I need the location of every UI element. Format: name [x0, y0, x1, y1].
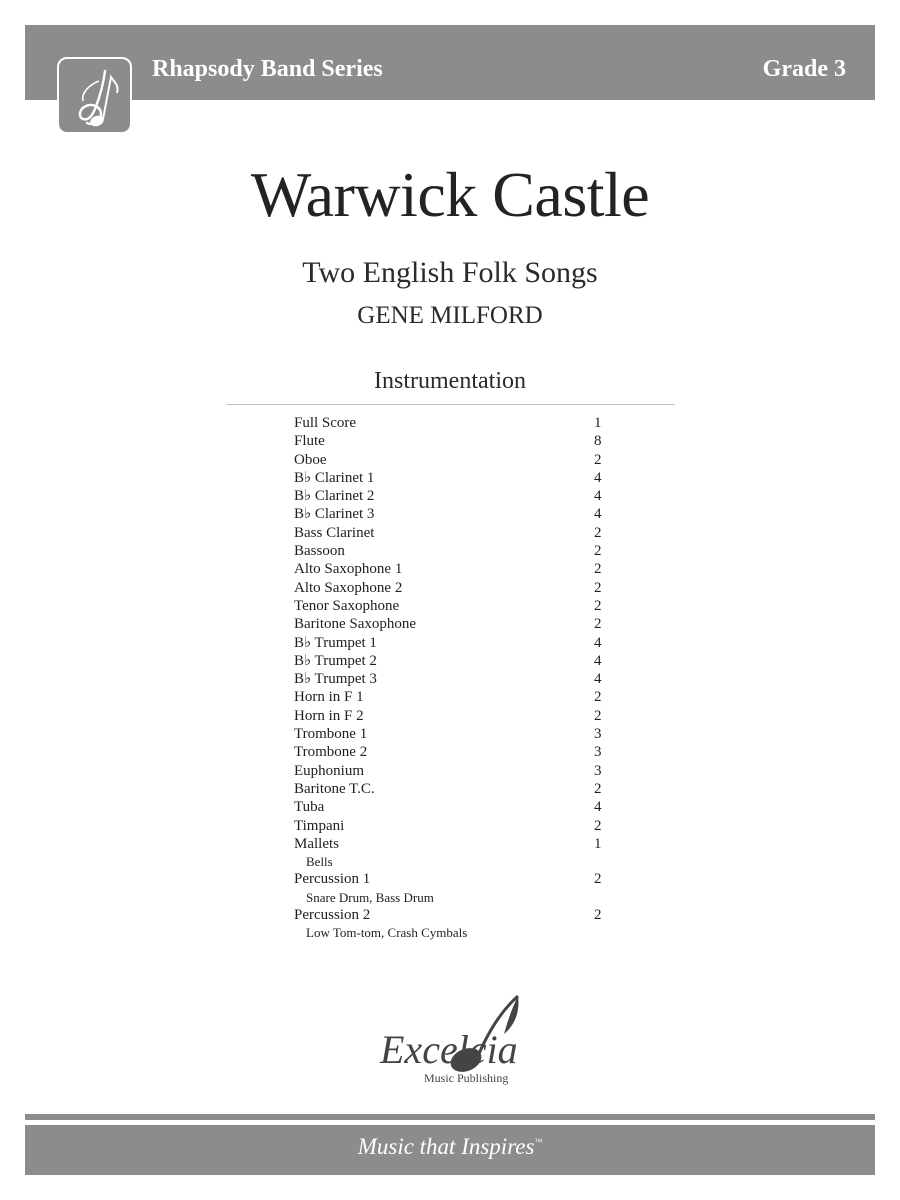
- instrument-detail: Bells: [306, 854, 333, 870]
- instrument-name: Baritone T.C.: [294, 780, 375, 797]
- instrument-quantity: 2: [594, 907, 602, 924]
- instrument-row: [294, 743, 614, 761]
- instrument-row: [294, 597, 614, 615]
- instrument-name: Oboe: [294, 451, 327, 468]
- instrument-row: [294, 542, 614, 560]
- instrument-name: Tuba: [294, 799, 325, 816]
- instrument-row: [294, 432, 614, 450]
- piece-subtitle: Two English Folk Songs: [302, 256, 598, 289]
- instrument-quantity: 2: [594, 451, 602, 468]
- instrument-detail: Snare Drum, Bass Drum: [306, 889, 434, 905]
- instrument-quantity: 2: [594, 579, 602, 596]
- instrument-name: Baritone Saxophone: [294, 616, 417, 633]
- instrument-name: B♭ Trumpet 2: [294, 652, 377, 669]
- instrument-row: [294, 798, 614, 816]
- instrument-name: Bass Clarinet: [294, 524, 375, 541]
- instrument-quantity: 4: [594, 469, 602, 486]
- instrument-name: Alto Saxophone 2: [294, 579, 403, 596]
- instrument-name: Trombone 2: [294, 744, 368, 761]
- instrument-name: Timpani: [294, 817, 345, 834]
- instrument-quantity: 4: [594, 671, 602, 688]
- trademark-mark: ™: [534, 1137, 543, 1146]
- treble-clef-note-icon: [59, 59, 134, 136]
- instrument-name: Trombone 1: [294, 726, 368, 743]
- instrument-quantity: 1: [594, 415, 602, 431]
- instrument-name: Mallets: [294, 835, 339, 852]
- series-logo: [57, 57, 132, 134]
- publisher-name: Excelcia: [380, 1027, 518, 1072]
- instrument-row: [294, 688, 614, 706]
- instrument-row: [294, 817, 614, 835]
- instrument-name: B♭ Clarinet 1: [294, 469, 375, 486]
- instrument-name: B♭ Trumpet 1: [294, 634, 377, 651]
- instrument-quantity: 2: [594, 543, 602, 560]
- instrument-name: Horn in F 1: [294, 689, 364, 706]
- instrument-row: [294, 579, 614, 597]
- instrumentation-list: [294, 414, 614, 942]
- instrument-row: [294, 670, 614, 688]
- instrument-quantity: 2: [594, 616, 602, 633]
- composer-name: GENE MILFORD: [357, 302, 543, 329]
- footer-tagline: [0, 1134, 900, 1160]
- instrumentation-heading: Instrumentation: [374, 368, 526, 394]
- instrument-quantity: 4: [594, 506, 602, 523]
- piece-title: Warwick Castle: [250, 159, 650, 230]
- instrument-name: B♭ Clarinet 3: [294, 506, 375, 523]
- instrument-quantity: 2: [594, 817, 602, 834]
- instrument-quantity: 2: [594, 689, 602, 706]
- instrument-name: B♭ Trumpet 3: [294, 671, 377, 688]
- instrument-row: [294, 505, 614, 523]
- instrument-row: [294, 487, 614, 505]
- instrument-name: Flute: [294, 433, 325, 450]
- instrument-name: B♭ Clarinet 2: [294, 488, 375, 505]
- tagline-text: Music that Inspires: [357, 1134, 535, 1159]
- instrument-quantity: 3: [594, 726, 602, 743]
- instrument-row: [294, 762, 614, 780]
- instrument-row: [294, 835, 614, 853]
- instrument-quantity: 4: [594, 488, 602, 505]
- instrument-name: Percussion 2: [294, 907, 371, 924]
- instrument-row: [294, 870, 614, 888]
- instrument-quantity: 2: [594, 780, 602, 797]
- publisher-subname: Music Publishing: [424, 1071, 509, 1085]
- instrument-row: [294, 615, 614, 633]
- instrument-name: Bassoon: [294, 543, 345, 560]
- instrument-quantity: 8: [594, 433, 602, 450]
- instrument-row: [294, 524, 614, 542]
- instrument-quantity: 4: [594, 634, 602, 651]
- instrument-row: [294, 707, 614, 725]
- instrument-row: [294, 414, 614, 432]
- instrument-quantity: 4: [594, 799, 602, 816]
- instrument-quantity: 2: [594, 871, 602, 888]
- instrument-row: [294, 780, 614, 798]
- instrument-quantity: 3: [594, 744, 602, 761]
- instrument-row: [294, 634, 614, 652]
- grade-label: Grade 3: [762, 56, 846, 82]
- instrument-quantity: 2: [594, 561, 602, 578]
- instrument-name: Horn in F 2: [294, 707, 364, 724]
- instrument-row: [294, 725, 614, 743]
- instrument-row: [294, 560, 614, 578]
- series-title: Rhapsody Band Series: [152, 56, 383, 82]
- instrument-quantity: 3: [594, 762, 602, 779]
- instrument-quantity: 2: [594, 524, 602, 541]
- instrument-detail: Low Tom-tom, Crash Cymbals: [306, 925, 468, 941]
- footer-divider: [25, 1114, 875, 1120]
- instrument-quantity: 2: [594, 707, 602, 724]
- instrument-quantity: 4: [594, 652, 602, 669]
- instrument-name: Full Score: [294, 415, 357, 431]
- instrument-name: Percussion 1: [294, 871, 371, 888]
- instrument-row: [294, 906, 614, 924]
- instrument-name: Euphonium: [294, 762, 364, 779]
- instrument-name: Tenor Saxophone: [294, 597, 400, 614]
- instrument-name: Alto Saxophone 1: [294, 561, 403, 578]
- instrument-row: [294, 451, 614, 469]
- instrument-row: [294, 652, 614, 670]
- heading-divider: [226, 404, 675, 405]
- instrument-quantity: 2: [594, 597, 602, 614]
- instrument-quantity: 1: [594, 835, 602, 852]
- instrument-row: [294, 469, 614, 487]
